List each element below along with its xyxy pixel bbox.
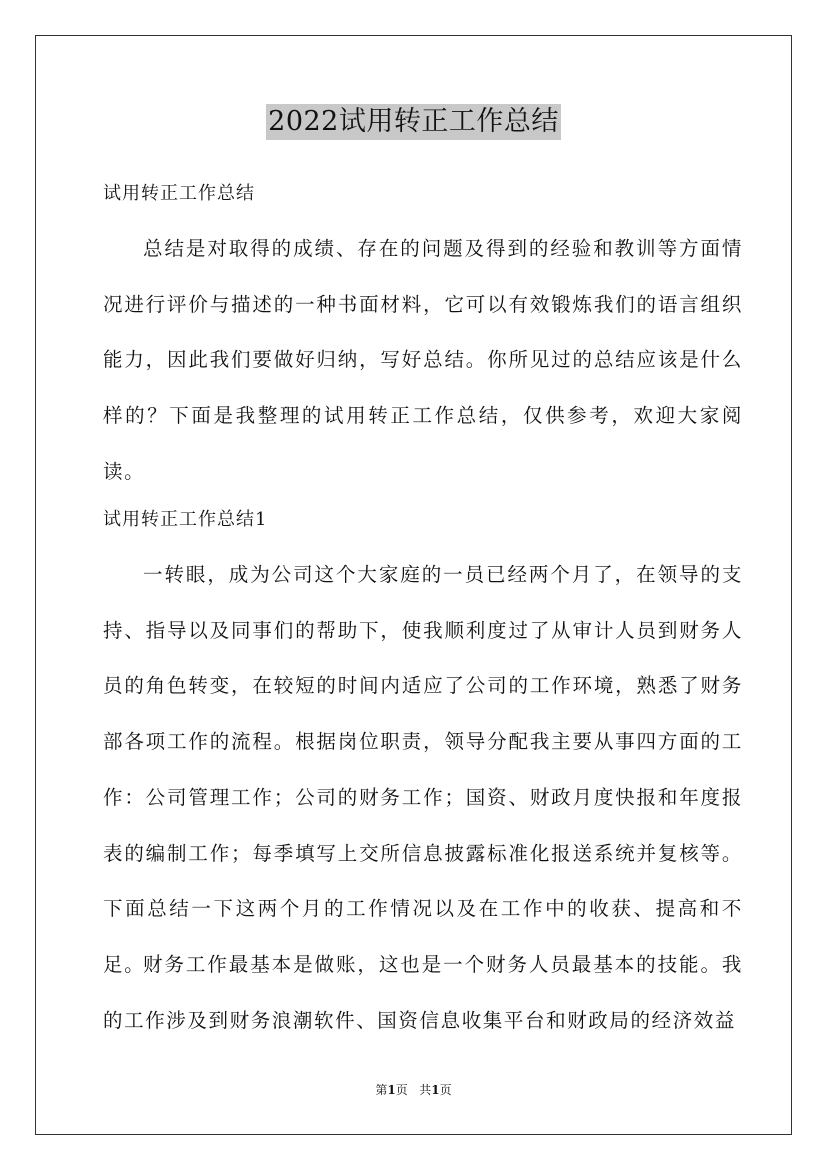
- intro-paragraph: 总结是对取得的成绩、存在的问题及得到的经验和教训等方面情况进行评价与描述的一种书面材料，它可以有效锻炼我们的语言组织能力，因此我们要做好归纳，写好总结。你所见过的总结应该是什么样的？下面是我整理的试用转正工作总结，仅供参考，欢迎大家阅读。: [103, 237, 743, 483]
- title-container: [0, 104, 827, 140]
- page-prefix: 第: [375, 1083, 388, 1097]
- section-heading-1: 试用转正工作总结1: [103, 509, 268, 530]
- page-suffix: 页: [395, 1083, 408, 1097]
- page-footer: [0, 1082, 827, 1098]
- body-paragraph-2: 财务工作最基本是做账，这也是一个财务人员最基本的技能。我的工作涉及到财务浪潮软件、国资信息收集平台和财政局的经济效益: [103, 953, 743, 1032]
- body-paragraph-1: 一转眼，成为公司这个大家庭的一员已经两个月了，在领导的支持、指导以及同事们的帮助下，使我顺利度过了从审计人员到财务人员的角色转变，在较短的时间内适应了公司的工作环境，熟悉了财务部各项工作的流程。根据岗位职责，领导分配我主要从事四方面的工作：公司管理工作；公司的财务工作；国资、财政月度快报和年度报表的编制工作；每季填写上交所信息披露标准化报送系统并复核等。下面总结一下这两个月的工作情况以及在工作中的收获、提高和不足。: [103, 563, 743, 976]
- document-title: 2022试用转正工作总结: [266, 104, 561, 140]
- total-pages: 1: [431, 1083, 440, 1097]
- section-heading: 试用转正工作总结: [103, 183, 255, 204]
- page-number: 1: [387, 1083, 396, 1097]
- total-prefix: 共: [419, 1083, 432, 1097]
- total-suffix: 页: [439, 1083, 452, 1097]
